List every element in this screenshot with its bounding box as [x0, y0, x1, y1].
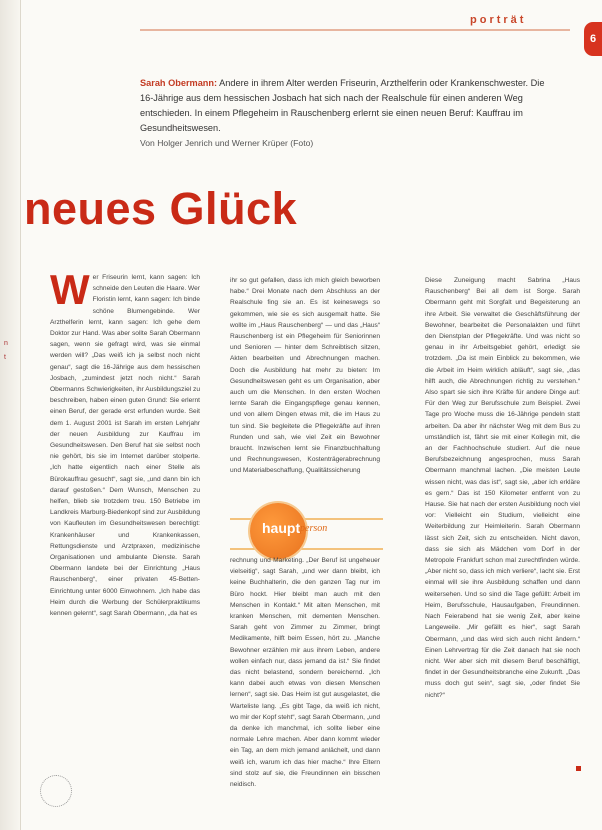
lead-text: Andere in ihrem Alter werden Friseurin, Arzthelferin oder Krankenschwester. Die 16-Jährige aus dem hessischen Josbach hat sich nach der Realschule für einen anderen Weg entschieden. In einem Pflegeheim in Rauschenberg erlernt sie einen neuen Beruf: Kauffrau im Gesundheitswesen. — [140, 78, 545, 133]
header-rule — [140, 29, 570, 31]
end-mark — [576, 766, 581, 771]
article-column-2-bottom — [230, 555, 380, 800]
logo-sub-text: person — [300, 523, 328, 534]
article-column-2-top — [230, 275, 380, 515]
column-text: ihr so gut gefallen, dass ich mich gleich beworben habe.“ Drei Monate nach dem Abschluss an der Realschule fing sie an. Es ist keineswegs so gekommen, wie sie es sich ausgemalt hatte. Sie wollte im „Haus Rauschenberg“ — und das „Haus“ Rauschenberg ist ein Pflegeheim für Seniorinnen und Senioren — hinter dem Schreibtisch sitzen, Akten bearbeiten und Abrechnungen machen. Doch die Ausbildung hat mehr zu bieten: Im Gesundheitswesen geht es um Organisation, aber auch um die Menschen. In den ersten Wochen lernte Sarah die Eingangspflege genau kennen, und von allem Dingen etwas mit, die im Haus zu tun sind. Sie begleitete die Pflegekräfte auf ihren Runden und sah, wie viel Zeit ein Bewohner braucht. Inzwischen lernt sie Finanzbuchhaltung und Rechnungswesen, Kostenträgerabrechnung und Materialbeschaffung, Qualitätssicherung — [230, 277, 380, 475]
stamp-mark — [40, 775, 72, 807]
margin-fragment: t — [4, 354, 6, 361]
drop-cap: W — [50, 272, 90, 313]
byline: Von Holger Jenrich und Werner Krüper (Foto) — [140, 138, 314, 148]
lead-paragraph — [140, 76, 560, 151]
section-label: porträt — [470, 14, 527, 26]
page-spine — [0, 0, 20, 830]
column-text: Diese Zuneigung macht Sabrina „Haus Rauschenberg“ Bei all dem ist Sorge. Sarah Obermann geht mit Sorgfalt und Begeisterung an ihre Arbeit. Sie verwaltet die Geschäftsführung der Bewohner, bearbeitet die Personalakten und führt den Dienstplan der Pflegekräfte. Und was nicht so genau in ihr Arbeitsgebiet gehört, erledigt sie trotzdem. „Da ist mein Einblick zu bekommen, wie die Arbeit im Heim wirklich abläuft“, sagt sie, „das hilft auch, die Abrechnungen richtig zu verstehen.“ Also spart sie sich ihre Kräfte für andere Dinge auf: Für den Weg zur Berufsschule zum Beispiel. Zwei Tage pro Woche muss die 16-Jährige pendeln statt arbeiten. Da aber ihr nächster Weg mit dem Bus zu umständlich ist, fährt sie mit einer Kollegin mit, die an der Fachhochschule studiert. Auf die neue Berufsbezeichnung angesprochen, muss Sarah Obermann manchmal lachen. „Die meisten Leute wissen nicht, was das ist“, sagt sie, „aber ich erkläre es gern.“ Das ist 150 Kilometer entfernt von zu Hause. Sie hat nach der ersten Ausbildung noch viel vor: Vielleicht ein Studium, vielleicht eine Weiterbildung zur Heimleiterin. Sarah Obermann lässt sich Zeit, sich zu entscheiden. Nicht davon, dass sie sich als Mädchen vom Dorf in der Metropole Frankfurt schon mal zurechtfinden würde. „Aber nicht so, dass ich mich verliere“, lacht sie. Erst einmal will sie ihre Ausbildung schaffen und dann weitersehen. Und so sind die Tage gefüllt: Arbeit im Heim, Berufsschule, Hausaufgaben, Freundinnen. Nach Feierabend hat sie wenig Zeit, aber keine Langeweile. „Mir gefällt es hier“, sagt Sarah Obermann, „und das wird sich auch nicht ändern.“ Einen Lehrvertrag für die Zeit danach hat sie noch nicht. Wer aber sich mit diesem Beruf beschäftigt, findet in der Gesundheitsbranche eine Zukunft. „Das muss doch gut sein“, sagt sie, „oder findet Sie nicht?“ — [425, 277, 580, 699]
margin-fragment: n — [4, 340, 8, 347]
page-edge — [20, 0, 21, 830]
article-column-3 — [425, 275, 580, 803]
column-text: rechnung und Marketing. „Der Beruf ist ungeheuer vielseitig“, sagt Sarah, „und wer dann bleibt, ich keine Buchhalterin, die den ganzen Tag nur im Büro hockt. Hier bleibt man auch mit den Menschen in Kontakt.“ Mit alten Menschen, mit kranken Menschen, mit dementen Menschen. Sarah geht von Zimmer zu Zimmer, bringt Medikamente, hilft beim Essen, hört zu. „Manche Bewohner erzählen mir aus ihrem Leben, andere wollen einfach nur, dass jemand da ist.“ Sie findet das nicht belastend, sondern bereichernd. „Ich kann dabei auch etwas von diesen Menschen lernen“, sagt sie. Das Heim ist gut ausgelastet, die Warteliste lang. „Es gibt Tage, da weiß ich nicht, wo mir der Kopf steht“, sagt Sarah Obermann, „und da denke ich manchmal, ich sollte lieber eine normale Lehre machen. Aber dann kommt wieder ein Tag, an dem mich jemand anlächelt, und dann weiß ich, warum ich das hier mache.“ Ihre Eltern sind stolz auf sie, die Freundinnen ein bisschen neidisch. — [230, 557, 380, 789]
column-text: er Friseurin lernt, kann sagen: Ich schneide den Leuten die Haare. Wer Floristin lernt, kann sagen: Ich binde schöne Blumengebinde. Wer Arzthelferin lernt, kann sagen: Ich gehe dem Doktor zur Hand. Was aber sollte Sarah Obermann sagen, wenn sie gefragt wird, was sie einmal werden will? „Das weiß ich ja selbst noch nicht genau“, sagt die 16-Jährige aus dem hessischen Josbach, „zumindest jetzt noch nicht.“ Sarah Obermanns Schwierigkeiten, ihr Ausbildungsziel zu beschreiben, haben einen guten Grund: Sie erlernt einen Beruf, der gerade erst erfunden wurde. Seit dem 1. August 2001 ist Sarah im ersten Lehrjahr der neuen Ausbildung zur Kauffrau im Gesundheitswesen. Den Beruf hat sie selbst noch nie gehört, bis sie im Internet darüber stolperte. „Ich hatte eigentlich nach einer Stelle als Bürokauffrau gesucht“, sagt sie, „und dann bin ich darauf gestoßen.“ Dem Wunsch, Menschen zu helfen, blieb sie trotzdem treu. 150 Betriebe im Landkreis Marburg-Biedenkopf sind zur Ausbildung von Kaufleuten im Gesundheitswesen berechtigt: Krankenhäuser und Krankenkassen, Rettungsdienste und Arztpraxen, medizinische Organisationen und ambulante Dienste. Sarah Obermann landete bei der Einrichtung „Haus Rauschenberg“, einer privaten 45-Betten-Einrichtung unter 6000 Einwohnern. „Ich habe das Heim durch die Werbung der Schülerpraktikums kennen gelernt“, sagt Sarah Obermann, „da hat es — [50, 274, 200, 618]
logo-main-text: haupt — [262, 520, 301, 536]
page-tab: 6 — [584, 22, 602, 56]
lead-name: Sarah Obermann: — [140, 78, 218, 88]
headline: neues Glück — [24, 183, 298, 234]
article-column-1 — [50, 272, 200, 817]
